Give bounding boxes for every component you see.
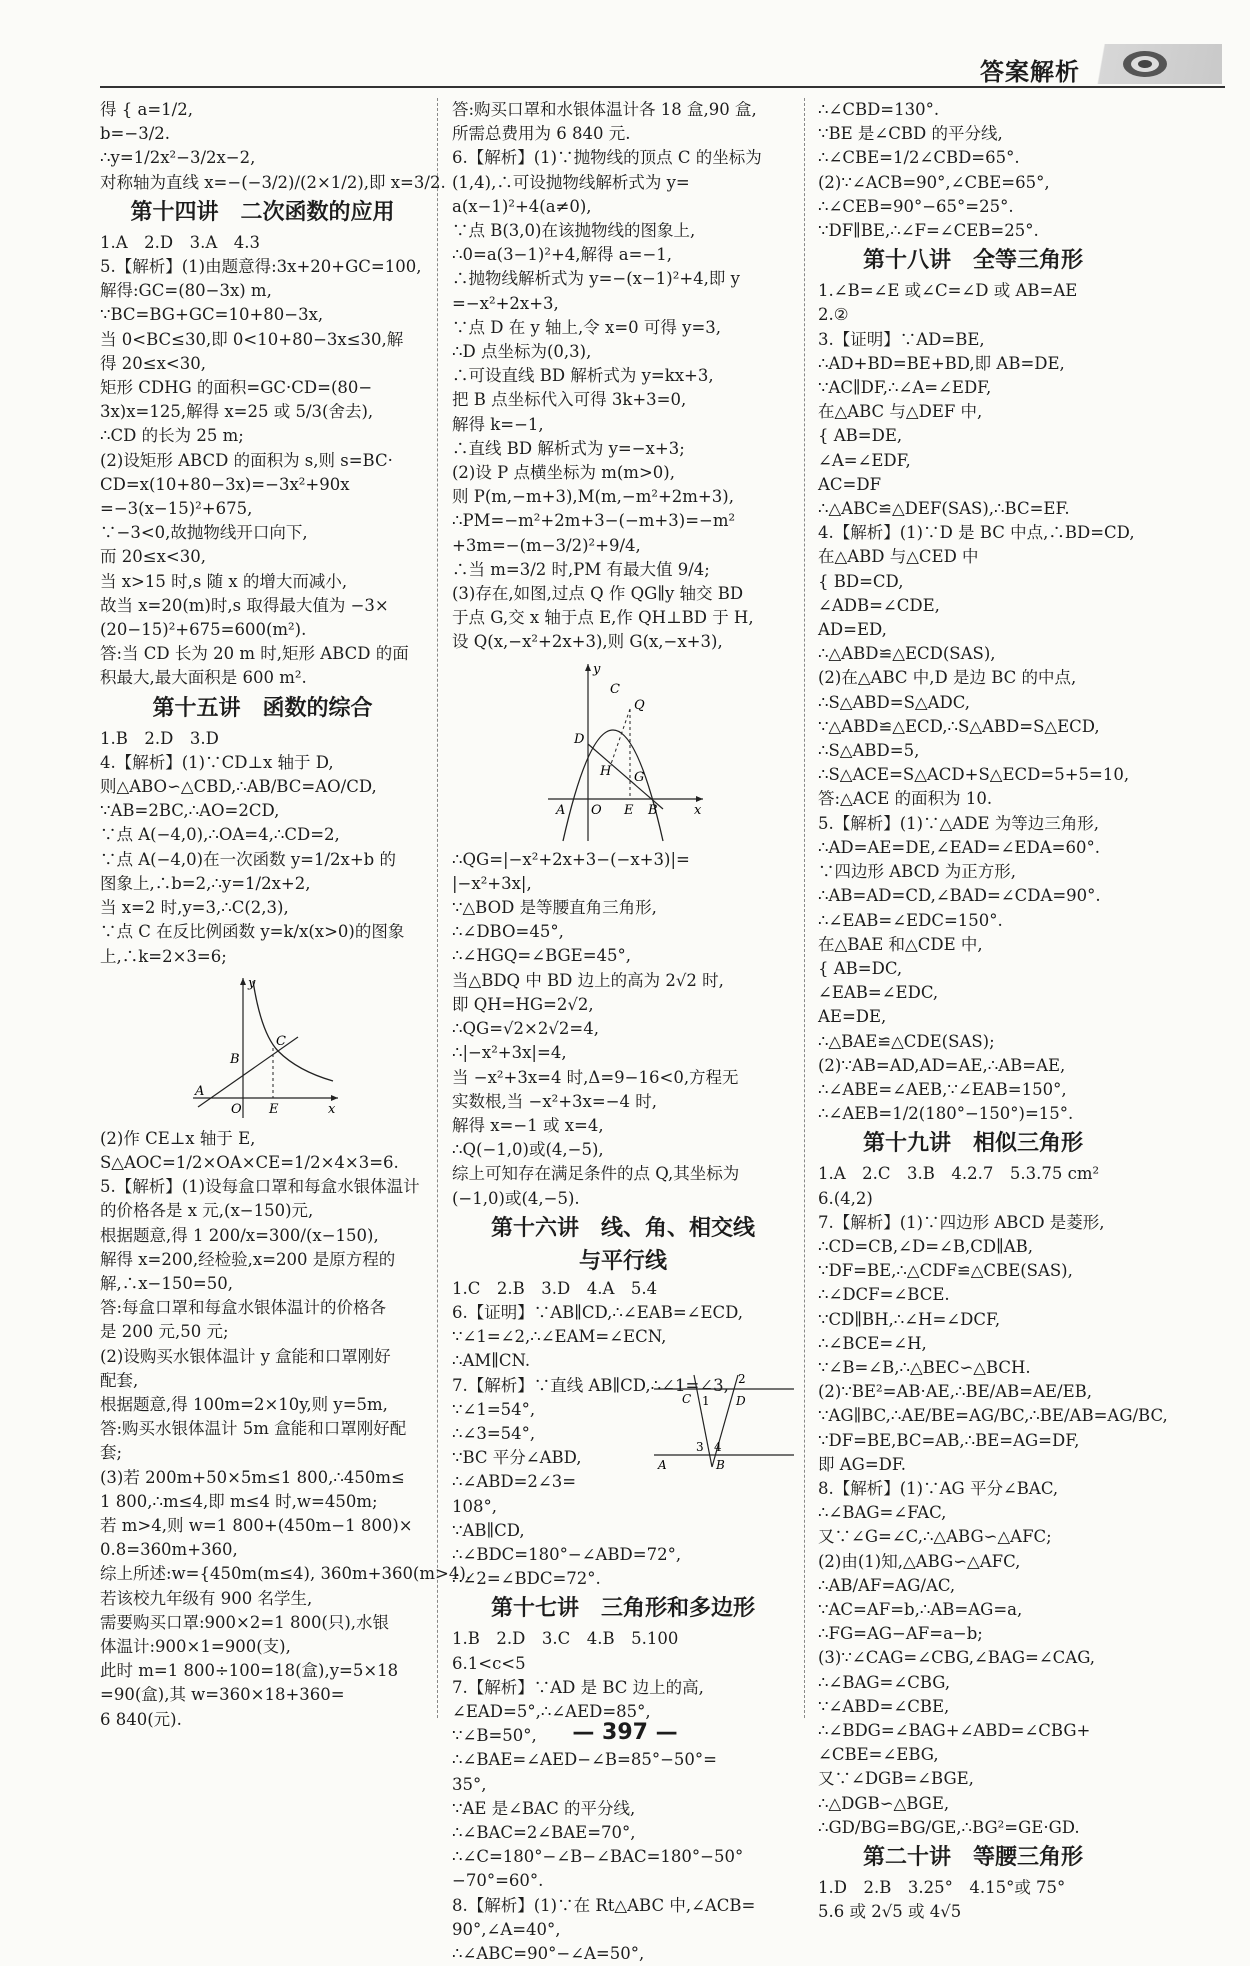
- answer-line: 若该校九年级有 900 名学生,: [100, 1588, 313, 1608]
- answer-line: S△AOC=1/2×OA×CE=1/2×4×3=6.: [100, 1152, 399, 1172]
- answer-line: 对称轴为直线 x=−(−3/2)/(2×1/2),即 x=3/2.: [100, 172, 446, 192]
- answer-line: 当 0<BC≤30,即 0<10+80−3x≤30,解: [100, 329, 404, 349]
- answer-line: ∠CBE=∠EBG,: [818, 1745, 939, 1765]
- answer-line: ∴可设直线 BD 解析式为 y=kx+3,: [452, 366, 714, 386]
- answer-line: 1.∠B=∠E 或∠C=∠D 或 AB=AE: [818, 281, 1078, 301]
- answer-line: 根据题意,得 1 200/x=300/(x−150),: [100, 1225, 379, 1245]
- answer-line: ∵AC=AF=b,∴AB=AG=a,: [818, 1599, 1023, 1619]
- answer-line: ∵AB=2BC,∴AO=2CD,: [100, 801, 280, 821]
- answer-line: 在△ABD 与△CED 中: [818, 547, 979, 567]
- answer-line: 设 Q(x,−x²+2x+3),则 G(x,−x+3),: [452, 632, 723, 652]
- column-left: [100, 98, 472, 1732]
- answer-line: ∴当 m=3/2 时,PM 有最大值 9/4;: [452, 559, 710, 579]
- answer-line: ∵BE 是∠CBD 的平分线,: [818, 124, 1003, 144]
- answer-block: [100, 727, 425, 969]
- answer-line: 2.②: [818, 305, 849, 325]
- answer-line: ∵点 A(−4,0)在一次函数 y=1/2x+b 的: [100, 849, 396, 869]
- answer-line: ∵△ABD≌△ECD,∴S△ABD=S△ECD,: [818, 716, 1100, 736]
- answer-line: ∴∠3=54°,: [452, 1423, 536, 1443]
- answer-line: ∴S△ACE=S△ACD+S△ECD=5+5=10,: [818, 765, 1130, 785]
- answer-line: 套;: [100, 1443, 123, 1463]
- answer-line: 图象上,∴b=2,∴y=1/2x+2,: [100, 873, 311, 893]
- answer-line: 在△ABC 与△DEF 中,: [818, 402, 983, 422]
- fig-label: O: [591, 802, 602, 818]
- answer-line: ∴∠BCE=∠H,: [818, 1333, 927, 1353]
- answer-line: 7.【解析】∵AD 是 BC 边上的高,: [452, 1677, 704, 1697]
- answer-line: ∴抛物线解析式为 y=−(x−1)²+4,即 y: [452, 269, 740, 289]
- answer-line: 在△BAE 和△CDE 中,: [818, 934, 983, 954]
- lecture-heading-17: 第十七讲 三角形和多边形: [490, 1596, 755, 1622]
- answer-line: (2)设购买水银体温计 y 盒能和口罩刚好: [100, 1346, 391, 1366]
- answer-line: 解,∴x−150=50,: [100, 1273, 233, 1293]
- answer-line: 需要购买口罩:900×2=1 800(只),水银: [100, 1612, 390, 1632]
- answer-line: { AB=DC,: [818, 958, 903, 978]
- answer-line: { AB=DE,: [818, 426, 903, 446]
- answer-block: [452, 848, 794, 1211]
- answer-block: [100, 98, 446, 195]
- column-right: [818, 98, 1168, 1924]
- answer-line: ∴|−x²+3x|=4,: [452, 1043, 567, 1063]
- answer-line: AD=ED,: [818, 620, 887, 640]
- answer-line: ∴∠BAG=∠CBG,: [818, 1672, 951, 1692]
- answer-line: ∵△BOD 是等腰直角三角形,: [452, 898, 657, 918]
- answer-line: ∴AB/AF=AG/AC,: [818, 1575, 956, 1595]
- answer-line: 又∵∠DGB=∠BGE,: [818, 1769, 974, 1789]
- answer-line: ∴y=1/2x²−3/2x−2,: [100, 148, 256, 168]
- answer-line: =−x²+2x+3,: [452, 293, 559, 313]
- answer-line: 4.【解析】(1)∵CD⊥x 轴于 D,: [100, 752, 334, 772]
- answer-line: ∴0=a(3−1)²+4,解得 a=−1,: [452, 245, 673, 265]
- lecture-heading-19: 第十九讲 相似三角形: [862, 1131, 1083, 1157]
- answer-line: ∵∠1=54°,: [452, 1399, 536, 1419]
- answer-line: (2)作 CE⊥x 轴于 E,: [100, 1128, 256, 1148]
- answer-line: b=−3/2.: [100, 124, 171, 144]
- answer-line: 8.【解析】(1)∵在 Rt△ABC 中,∠ACB=: [452, 1895, 756, 1915]
- answer-line: (1,4),∴可设抛物线解析式为 y=: [452, 172, 690, 192]
- answer-line: ∴AD+BD=BE+BD,即 AB=DE,: [818, 353, 1065, 373]
- answer-line: 5.【解析】(1)∵△ADE 为等边三角形,: [818, 813, 1099, 833]
- answer-line: 6.(4,2): [818, 1188, 873, 1208]
- answer-line: 上,∴k=2×3=6;: [100, 946, 227, 966]
- answer-line: 6.【证明】∵AB∥CD,∴∠EAB=∠ECD,: [452, 1302, 744, 1322]
- answer-line: 3x)x=125,解得 x=25 或 5/3(舍去),: [100, 402, 374, 422]
- answer-line: ∵∠1=∠2,∴∠EAM=∠ECN,: [452, 1327, 667, 1347]
- answer-line: 即 AG=DF.: [818, 1454, 907, 1474]
- answer-line: 答:购买水银体温计 5m 盒能和口罩刚好配: [100, 1419, 407, 1439]
- answer-line: ∴∠EAB=∠EDC=150°.: [818, 910, 1003, 930]
- fig-label: 3: [696, 1439, 704, 1454]
- answer-line: +3m=−(m−3/2)²+9/4,: [452, 535, 641, 555]
- answer-line: ∴∠BDG=∠BAG+∠ABD=∠CBG+: [818, 1721, 1091, 1740]
- fig-label: y: [247, 975, 255, 991]
- answer-line: 根据题意,得 100m=2×10y,则 y=5m,: [100, 1394, 388, 1414]
- answer-line: ∴S△ABD=S△ADC,: [818, 692, 971, 712]
- answer-line: ∵∠B=50°,: [452, 1726, 537, 1746]
- answer-line: (3)存在,如图,过点 Q 作 QG∥y 轴交 BD: [452, 584, 744, 604]
- fig-label: x: [694, 802, 702, 818]
- answer-line: ∵点 A(−4,0),∴OA=4,∴CD=2,: [100, 825, 340, 845]
- answer-line: (2)∵BE²=AB·AE,∴BE/AB=AE/EB,: [818, 1382, 1092, 1402]
- answer-line: =90(盒),其 w=360×18+360=: [100, 1685, 345, 1705]
- answer-line: ∴△BAE≌△CDE(SAS);: [818, 1031, 995, 1051]
- answer-line: ∴∠CBE=1/2∠CBD=65°.: [818, 148, 1020, 168]
- answer-line: ∵AC∥DF,∴∠A=∠EDF,: [818, 378, 992, 398]
- fig-label: B: [648, 802, 658, 818]
- answer-line: −70°=60°.: [452, 1871, 544, 1891]
- lecture-heading-14: 第十四讲 二次函数的应用: [130, 199, 395, 225]
- answer-line: ∴∠BAG=∠FAC,: [818, 1503, 947, 1523]
- answer-line: ∴∠DCF=∠BCE.: [818, 1285, 950, 1305]
- answer-line: (3)若 200m+50×5m≤1 800,∴450m≤: [100, 1467, 405, 1487]
- answer-line: 故当 x=20(m)时,s 取得最大值为 −3×: [100, 595, 389, 615]
- answer-line: 35°,: [452, 1774, 487, 1794]
- fig-label: E: [268, 1101, 278, 1117]
- answer-line: ∵AB∥CD,: [452, 1520, 525, 1540]
- answer-line: 1.A 2.C 3.B 4.2.7 5.3.75 cm²: [818, 1164, 1100, 1184]
- answer-line: 综上所述:w={450m(m≤4), 360m+360(m>4).: [100, 1564, 472, 1584]
- lecture-heading-18: 第十八讲 全等三角形: [862, 248, 1083, 274]
- book-logo-icon: [1087, 44, 1222, 84]
- answer-line: 答:△ACE 的面积为 10.: [818, 789, 993, 809]
- fig-label: y: [593, 661, 601, 677]
- answer-line: ∴CD=CB,∠D=∠B,CD∥AB,: [818, 1236, 1034, 1256]
- answer-line: 7.【解析】∵直线 AB∥CD,∴∠1=∠3,: [452, 1375, 729, 1395]
- answer-line: 6.1<c<5: [452, 1653, 526, 1673]
- answer-line: ∴AD=AE=DE,∠EAD=∠EDA=60°.: [818, 837, 1100, 857]
- answer-line: ∴∠HGQ=∠BGE=45°,: [452, 946, 632, 966]
- parabola-figure: [538, 659, 708, 844]
- answer-line: ∴S△ABD=5,: [818, 741, 920, 761]
- answer-line: (20−15)²+675=600(m²).: [100, 620, 307, 640]
- answer-line: |−x²+3x|,: [452, 873, 532, 893]
- answer-line: 所需总费用为 6 840 元.: [452, 124, 631, 144]
- answer-line: 3.【证明】∵AD=BE,: [818, 329, 985, 349]
- answer-block: [100, 1127, 472, 1732]
- fig-label: H: [600, 763, 612, 779]
- answer-block: [452, 1627, 794, 1966]
- answer-line: 90°,∠A=40°,: [452, 1919, 561, 1939]
- header-rule: [100, 86, 1225, 88]
- answer-line: ∴CD 的长为 25 m;: [100, 426, 244, 446]
- fig-label: 1: [702, 1393, 710, 1408]
- answer-line: ∴∠ABE=∠AEB,∵∠EAB=150°,: [818, 1079, 1067, 1099]
- answer-line: ∠EAD=5°,∴∠AED=85°,: [452, 1701, 651, 1721]
- answer-line: 1.B 2.D 3.C 4.B 5.100: [452, 1629, 679, 1649]
- fig-label: A: [658, 1457, 667, 1472]
- answer-line: 当 x>15 时,s 随 x 的增大而减小,: [100, 571, 348, 591]
- answer-line: ∵AG∥BC,∴AE/BE=AG/BC,∴BE/AB=AG/BC,: [818, 1406, 1168, 1426]
- fig-label: B: [229, 1051, 240, 1067]
- answer-line: 1 800,∴m≤4,即 m≤4 时,w=450m;: [100, 1491, 378, 1511]
- answer-line: AC=DF: [818, 474, 882, 494]
- answer-line: 的价格各是 x 元,(x−150)元,: [100, 1201, 314, 1221]
- answer-line: 解得 x=200,经检验,x=200 是原方程的: [100, 1249, 396, 1269]
- fig-label: C: [275, 1033, 286, 1049]
- fig-label: 2: [738, 1371, 746, 1386]
- answer-line: 配套,: [100, 1370, 139, 1390]
- answer-line: 1.B 2.D 3.D: [100, 728, 219, 748]
- answer-line: ∴∠DBO=45°,: [452, 922, 564, 942]
- answer-line: ∴∠BDC=180°−∠ABD=72°,: [452, 1544, 682, 1564]
- answer-line: 0.8=360m+360,: [100, 1540, 238, 1560]
- answer-line: 积最大,最大面积是 600 m².: [100, 668, 307, 688]
- answer-line: ∴∠BAE=∠AED−∠B=85°−50°=: [452, 1750, 717, 1770]
- answer-line: 当 x=2 时,y=3,∴C(2,3),: [100, 898, 289, 918]
- answer-line: 6.【解析】(1)∵抛物线的顶点 C 的坐标为: [452, 148, 762, 168]
- answer-block: [818, 98, 1128, 243]
- answer-line: ∵AE 是∠BAC 的平分线,: [452, 1798, 636, 1818]
- answer-line: 5.【解析】(1)设每盒口罩和每盒水银体温计: [100, 1177, 420, 1197]
- answer-line: 解得:GC=(80−3x) m,: [100, 281, 272, 301]
- column-separator: [804, 98, 805, 1718]
- answer-line: (2)∵∠ACB=90°,∠CBE=65°,: [818, 172, 1050, 192]
- answer-line: ∵DF=BE,∴△CDF≌△CBE(SAS),: [818, 1261, 1073, 1281]
- answer-line: (2)∵AB=AD,AD=AE,∴AB=AE,: [818, 1055, 1066, 1075]
- lecture-heading-15: 第十五讲 函数的综合: [152, 695, 373, 721]
- answer-line: ∵点 B(3,0)在该抛物线的图象上,: [452, 221, 696, 241]
- answer-line: 体温计:900×1=900(支),: [100, 1636, 291, 1656]
- answer-line: ∴FG=AG−AF=a−b;: [818, 1624, 983, 1644]
- answer-line: (2)在△ABC 中,D 是边 BC 的中点,: [818, 668, 1077, 688]
- answer-line: ∴AB=AD=CD,∠BAD=∠CDA=90°.: [818, 886, 1101, 906]
- answer-line: 实数根,当 −x²+3x=−4 时,: [452, 1091, 658, 1111]
- fig-label: O: [230, 1101, 242, 1117]
- column-middle: [452, 98, 794, 1966]
- answer-line: =−3(x−15)²+675,: [100, 499, 253, 519]
- lecture-heading-16-cont: 与平行线: [578, 1248, 667, 1274]
- answer-line: 解得 k=−1,: [452, 414, 544, 434]
- answer-line: (2)由(1)知,△ABG∽△AFC,: [818, 1551, 1021, 1571]
- answer-line: ∴∠BAC=2∠BAE=70°,: [452, 1822, 636, 1842]
- answer-block: [452, 98, 794, 655]
- answer-line: 4.【解析】(1)∵D 是 BC 中点,∴BD=CD,: [818, 523, 1135, 543]
- answer-line: ∴D 点坐标为(0,3),: [452, 342, 592, 362]
- answer-line: ∠ADB=∠CDE,: [818, 595, 940, 615]
- answer-line: ∵∠ABD=∠CBE,: [818, 1696, 950, 1716]
- answer-line: ∵DF=BE,BC=AB,∴BE=AG=DF,: [818, 1430, 1080, 1450]
- answer-line: ∵点 C 在反比例函数 y=k/x(x>0)的图象: [100, 922, 405, 942]
- answer-line: ∵DF∥BE,∴∠F=∠CEB=25°.: [818, 221, 1039, 241]
- fig-label: B: [716, 1457, 725, 1472]
- answer-line: ∴QG=√2×2√2=4,: [452, 1019, 599, 1039]
- answer-line: 若 m>4,则 w=1 800+(450m−1 800)×: [100, 1515, 413, 1535]
- answer-line: 8.【解析】(1)∵AG 平分∠BAC,: [818, 1478, 1059, 1498]
- fig-label: x: [327, 1101, 335, 1117]
- answer-block: [818, 1876, 1128, 1924]
- hyperbola-figure: [183, 973, 343, 1123]
- answer-line: 当 −x²+3x=4 时,Δ=9−16<0,方程无: [452, 1067, 739, 1087]
- answer-line: ∵四边形 ABCD 为正方形,: [818, 862, 1016, 882]
- answer-line: 7.【解析】(1)∵四边形 ABCD 是菱形,: [818, 1212, 1105, 1232]
- answer-line: 而 20≤x<30,: [100, 547, 206, 567]
- answer-line: 当△BDQ 中 BD 边上的高为 2√2 时,: [452, 970, 724, 990]
- answer-line: 于点 G,交 x 轴于点 E,作 QH⊥BD 于 H,: [452, 608, 754, 628]
- answer-line: (−1,0)或(4,−5).: [452, 1188, 580, 1208]
- fig-label: Q: [634, 697, 645, 713]
- answer-line: 则 P(m,−m+3),M(m,−m²+2m+3),: [452, 487, 734, 507]
- answer-line: ∴∠AEB=1/2(180°−150°)=15°.: [818, 1104, 1074, 1124]
- answer-line: ∵点 D 在 y 轴上,令 x=0 可得 y=3,: [452, 317, 722, 337]
- answer-line: 即 QH=HG=2√2,: [452, 994, 594, 1014]
- answer-line: ∴∠ABD=2∠3=: [452, 1472, 577, 1492]
- answer-line: 答:每盒口罩和每盒水银体温计的价格各: [100, 1298, 387, 1318]
- answer-line: ∵−3<0,故抛物线开口向下,: [100, 523, 308, 543]
- fig-label: C: [682, 1391, 692, 1406]
- answer-block: [100, 231, 425, 691]
- answer-line: 答:当 CD 长为 20 m 时,矩形 ABCD 的面: [100, 644, 409, 664]
- answer-line: ∴△DGB∽△BGE,: [818, 1793, 950, 1813]
- answer-line: ∴AM∥CN.: [452, 1351, 531, 1371]
- fig-label: C: [610, 681, 620, 697]
- answer-line: 矩形 CDHG 的面积=GC·CD=(80−: [100, 378, 373, 398]
- answer-line: a(x−1)²+4(a≠0),: [452, 196, 592, 216]
- lecture-heading-16: 第十六讲 线、角、相交线: [490, 1215, 755, 1241]
- answer-line: 得 { a=1/2,: [100, 100, 193, 119]
- fig-label: A: [194, 1083, 204, 1099]
- answer-line: (3)∵∠CAG=∠CBG,∠BAG=∠CAG,: [818, 1648, 1096, 1668]
- answer-line: ∴∠CBD=130°.: [818, 100, 940, 119]
- answer-line: ∴GD/BG=BG/GE,∴BG²=GE·GD.: [818, 1817, 1080, 1837]
- lecture-heading-20: 第二十讲 等腰三角形: [862, 1845, 1083, 1871]
- answer-line: 解得 x=−1 或 x=4,: [452, 1115, 604, 1135]
- fig-label: A: [556, 802, 566, 818]
- answer-line: 108°,: [452, 1496, 497, 1516]
- answer-line: 把 B 点坐标代入可得 3k+3=0,: [452, 390, 687, 410]
- answer-line: AE=DE,: [818, 1007, 887, 1027]
- answer-line: ∴△ABD≌△ECD(SAS),: [818, 644, 996, 664]
- fig-label: G: [634, 769, 645, 785]
- answer-line: (2)设矩形 ABCD 的面积为 s,则 s=BC·: [100, 450, 393, 470]
- answer-line: 是 200 元,50 元;: [100, 1322, 229, 1342]
- answer-line: 5.【解析】(1)由题意得:3x+20+GC=100,: [100, 257, 422, 277]
- answer-line: 1.D 2.B 3.25° 4.15°或 75°: [818, 1878, 1066, 1898]
- answer-line: ∴△ABC≌△DEF(SAS),∴BC=EF.: [818, 499, 1070, 519]
- fig-label: E: [624, 802, 634, 818]
- answer-line: 此时 m=1 800÷100=18(盒),y=5×18: [100, 1661, 399, 1681]
- answer-line: ∴直线 BD 解析式为 y=−x+3;: [452, 438, 685, 458]
- answer-line: ∴∠CEB=90°−65°=25°.: [818, 196, 1014, 216]
- answer-line: 得 20≤x<30,: [100, 353, 206, 373]
- fig-label: 4: [714, 1439, 722, 1454]
- answer-line: 5.6 或 2√5 或 4√5: [818, 1902, 962, 1922]
- answer-line: ∴Q(−1,0)或(4,−5),: [452, 1140, 604, 1160]
- answer-line: 1.A 2.D 3.A 4.3: [100, 232, 261, 252]
- answer-line: ∴∠ABC=90°−∠A=50°,: [452, 1944, 645, 1963]
- answer-line: ∴QG=|−x²+2x+3−(−x+3)|=: [452, 849, 690, 869]
- answer-line: ∵BC=BG+GC=10+80−3x,: [100, 305, 324, 325]
- answer-line: 答:购买口罩和水银体温计各 18 盒,90 盒,: [452, 100, 757, 119]
- answer-line: ∠EAB=∠EDC,: [818, 983, 939, 1003]
- fig-label: D: [574, 731, 585, 747]
- answer-line: 6 840(元).: [100, 1709, 182, 1729]
- answer-line: ∠A=∠EDF,: [818, 450, 911, 470]
- parallel-lines-figure: [654, 1367, 794, 1472]
- answer-block: [818, 279, 1135, 1126]
- answer-line: ∵∠B=∠B,∴△BEC∽△BCH.: [818, 1357, 1031, 1377]
- fig-label: D: [736, 1393, 746, 1408]
- answer-line: 则△ABO∽△CBD,∴AB/BC=AO/CD,: [100, 777, 377, 797]
- answer-line: 综上可知存在满足条件的点 Q,其坐标为: [452, 1164, 740, 1184]
- answer-line: { BD=CD,: [818, 571, 904, 591]
- answer-line: ∵CD∥BH,∴∠H=∠DCF,: [818, 1309, 1001, 1329]
- answer-line: ∵BC 平分∠ABD,: [452, 1448, 582, 1468]
- page-header: [0, 0, 1250, 95]
- answer-line: ∴∠2=∠BDC=72°.: [452, 1569, 601, 1589]
- page-number: — 397 —: [572, 1720, 678, 1745]
- answer-line: 又∵∠G=∠C,∴△ABG∽△AFC;: [818, 1527, 1052, 1547]
- column-separator: [437, 98, 438, 1718]
- answer-line: ∴∠C=180°−∠B−∠BAC=180°−50°: [452, 1847, 744, 1867]
- header-title: 答案解析: [980, 58, 1080, 86]
- answer-line: ∴PM=−m²+2m+3−(−m+3)=−m²: [452, 511, 736, 531]
- answer-line: 1.C 2.B 3.D 4.A 5.4: [452, 1278, 658, 1298]
- answer-line: CD=x(10+80−3x)=−3x²+90x: [100, 474, 350, 494]
- answer-line: (2)设 P 点横坐标为 m(m>0),: [452, 463, 675, 483]
